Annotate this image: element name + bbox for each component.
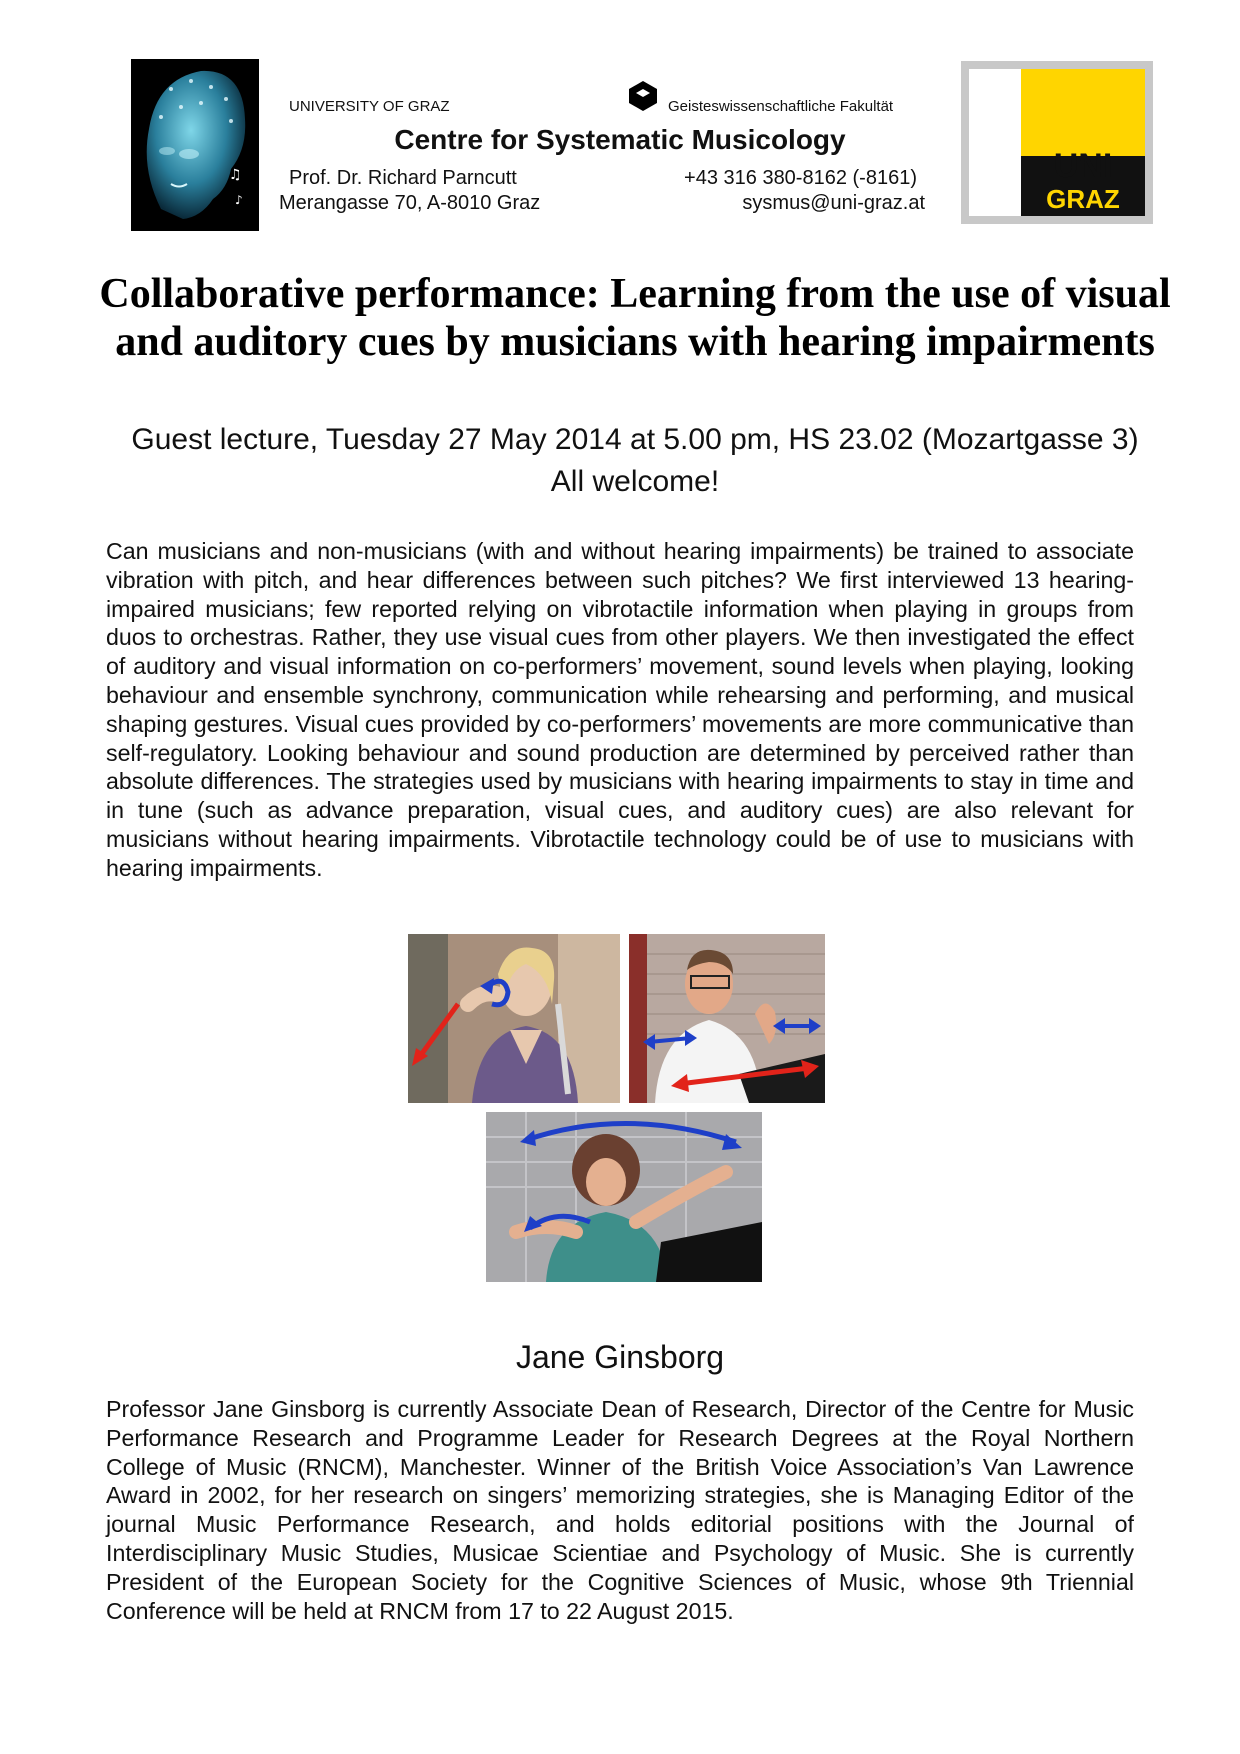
speaker-name: Jane Ginsborg bbox=[515, 1339, 725, 1375]
lecture-info bbox=[60, 419, 1210, 503]
phone: +43 316 380-8162 (-8161) bbox=[684, 167, 917, 189]
abstract-text: Can musicians and non-musicians (with and without hearing impairments) be trained to associate vibration with pitch, and hear differences between such pitches? We first interviewed 13 hearing-impaired musicians; few reported relying on vibrotactile information when playing in groups from duos to orchestras. Rather, they use visual cues from other players. We then investigated the effect of auditory and visual information on co-performers’ movement, sound levels when playing, looking behaviour and ensemble synchrony, communication while rehearsing and performing, and musical shaping gestures. Visual cues provided by co-performers’ movements are more communicative than self-regulatory. Looking behaviour and sound production are determined by perceived rather than absolute differences. The strategies used by musicians with hearing impairments to stay in time and in tune (such as advance preparation, visual cues, and auditory cues) are also relevant for musicians without hearing impairments. Vibrotactile technology could be of use to musicians with hearing impairments. bbox=[106, 538, 1134, 881]
lecture-title: Collaborative performance: Learning from the use of visual and auditory cues by musicians with hearing impairments bbox=[99, 271, 1171, 365]
lecture-details: Guest lecture, Tuesday 27 May 2014 at 5.00 pm, HS 23.02 (Mozartgasse 3) bbox=[131, 423, 1139, 456]
centre-title: Centre for Systematic Musicology bbox=[394, 124, 846, 155]
welcome-note: All welcome! bbox=[550, 465, 720, 498]
svg-text:♫: ♫ bbox=[229, 167, 242, 183]
faculty-logo-icon bbox=[627, 80, 659, 112]
speaker-bio: Professor Jane Ginsborg is currently Associate Dean of Research, Director of the Centre for Music Performance Research and Programme Leader for Research Degrees at the Royal Northern College of Music (RNCM), Manchester. Winner of the British Voice Association’s Van Lawrence Award in 2002, for her research on singers’ memorizing strategies, she is Managing Editor of the journal Music Performance Research, and holds editorial positions with the Journal of Interdisciplinary Music Studies, Musicae Scientiae and Psychology of Music. She is currently President of the European Society for the Cognitive Sciences of Music, whose 9th Triennial Conference will be held at RNCM from 17 to 22 August 2015. bbox=[106, 1396, 1134, 1624]
svg-text:♪: ♪ bbox=[235, 193, 243, 207]
photo-conductor bbox=[486, 1112, 762, 1282]
address: Merangasse 70, A-8010 Graz bbox=[279, 192, 541, 214]
faculty-name: Geisteswissenschaftliche Fakultät bbox=[668, 98, 894, 115]
uni-graz-logo bbox=[961, 61, 1153, 224]
uni-logo-line2: GRAZ bbox=[1046, 184, 1120, 214]
photo-pianist bbox=[629, 934, 825, 1103]
uni-logo-line1: UNI bbox=[1053, 147, 1113, 185]
email: sysmus@uni-graz.at bbox=[742, 192, 925, 214]
photo-flutist bbox=[408, 934, 620, 1103]
professor-name: Prof. Dr. Richard Parncutt bbox=[289, 167, 517, 189]
university-name: UNIVERSITY OF GRAZ bbox=[289, 98, 450, 115]
